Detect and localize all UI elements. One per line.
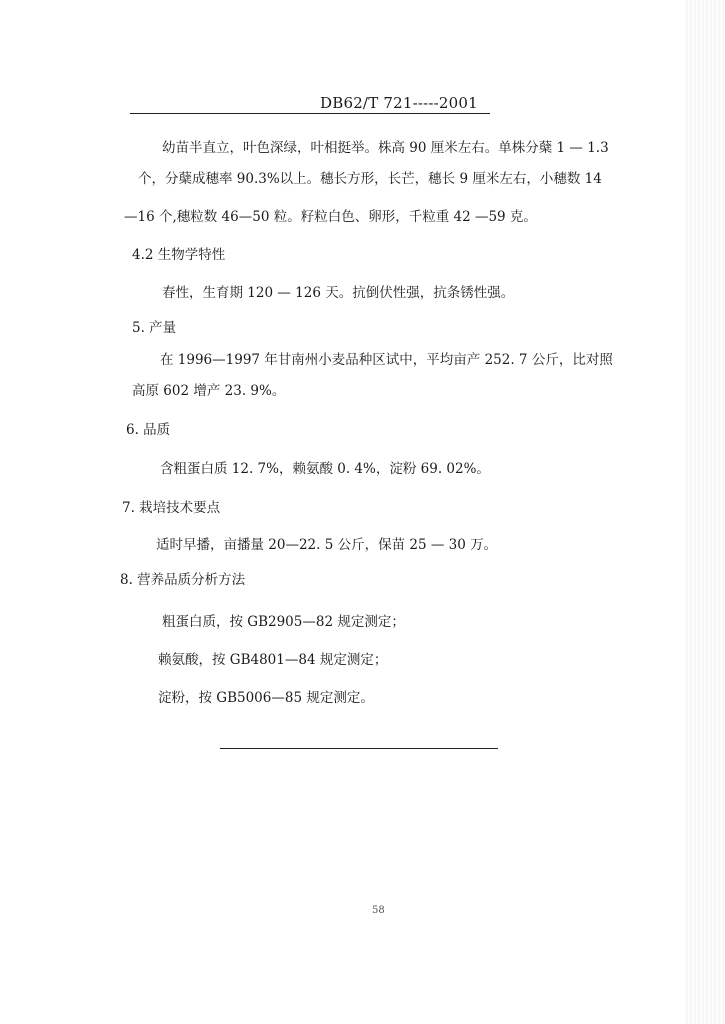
paragraph-line: —16 个,穗粒数 46—50 粒。籽粒白色、卵形，千粒重 42 —59 克。 (124, 209, 537, 225)
paragraph-line: 春性，生育期 120 — 126 天。抗倒伏性强，抗条锈性强。 (162, 285, 515, 301)
end-rule (220, 748, 498, 749)
paragraph-line: 高原 602 增产 23. 9%。 (132, 383, 286, 399)
paragraph-line: 幼苗半直立，叶色深绿，叶相挺举。株高 90 厘米左右。单株分蘖 1 — 1.3 (162, 140, 609, 156)
paragraph-line: 在 1996—1997 年甘南州小麦品种区试中，平均亩产 252. 7 公斤，比对照 (160, 352, 613, 368)
page-number: 58 (372, 905, 385, 916)
section-heading-7: 7. 栽培技术要点 (122, 500, 221, 516)
standard-code: DB62/T 721-----2001 (316, 94, 482, 112)
scan-edge-noise (685, 0, 725, 1024)
paragraph-line: 含粗蛋白质 12. 7%，赖氨酸 0. 4%，淀粉 69. 02%。 (160, 461, 490, 477)
section-heading-5: 5. 产量 (132, 320, 177, 336)
method-line: 粗蛋白质，按 GB2905—82 规定测定； (162, 614, 405, 630)
section-heading-4-2: 4.2 生物学特性 (132, 247, 226, 263)
section-heading-6: 6. 品质 (126, 422, 171, 438)
section-heading-8: 8. 营养品质分析方法 (120, 572, 246, 588)
page-header (130, 92, 490, 122)
paragraph-line: 适时早播，亩播量 20—22. 5 公斤，保苗 25 — 30 万。 (156, 537, 498, 553)
header-rule (130, 113, 490, 114)
paragraph-line: 个，分蘖成穗率 90.3%以上。穗长方形，长芒，穗长 9 厘米左右，小穗数 14 (138, 171, 602, 187)
method-line: 赖氨酸，按 GB4801—84 规定测定； (158, 652, 388, 668)
method-line: 淀粉，按 GB5006—85 规定测定。 (158, 690, 374, 706)
